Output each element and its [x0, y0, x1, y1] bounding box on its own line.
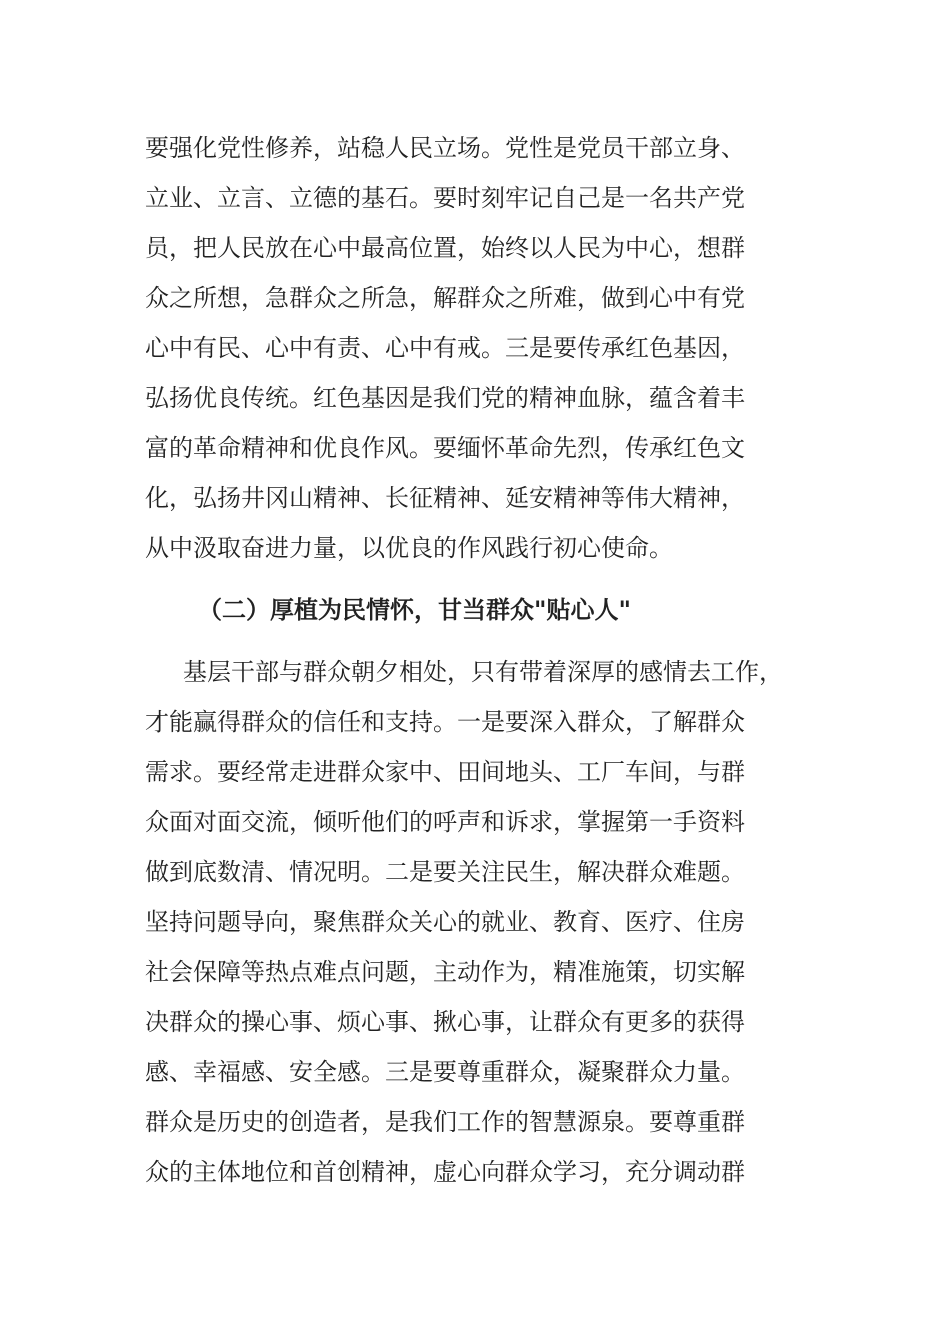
paragraph-line: 群众是历史的创造者，是我们工作的智慧源泉。要尊重群: [145, 1108, 745, 1136]
paragraph-line: 立业、立言、立德的基石。要时刻牢记自己是一名共产党: [145, 184, 745, 212]
paragraph-line: 决群众的操心事、烦心事、揪心事，让群众有更多的获得: [145, 1008, 745, 1036]
paragraph-line: 做到底数清、情况明。二是要关注民生，解决群众难题。: [145, 858, 745, 886]
paragraph-line: 弘扬优良传统。红色基因是我们党的精神血脉，蕴含着丰: [145, 384, 745, 412]
section-heading: （二）厚植为民情怀，甘当群众"贴心人": [198, 596, 632, 624]
paragraph-line: 众的主体地位和首创精神，虚心向群众学习，充分调动群: [145, 1158, 745, 1186]
paragraph-line: 众之所想，急群众之所急，解群众之所难，做到心中有党: [145, 284, 745, 312]
paragraph-line: 众面对面交流，倾听他们的呼声和诉求，掌握第一手资料: [145, 808, 745, 836]
paragraph-line: 心中有民、心中有责、心中有戒。三是要传承红色基因，: [145, 334, 745, 362]
paragraph-line: 富的革命精神和优良作风。要缅怀革命先烈，传承红色文: [145, 434, 745, 462]
paragraph-line: 坚持问题导向，聚焦群众关心的就业、教育、医疗、住房: [145, 908, 745, 936]
paragraph-line: 员，把人民放在心中最高位置，始终以人民为中心，想群: [145, 234, 745, 262]
paragraph-line: 社会保障等热点难点问题，主动作为，精准施策，切实解: [145, 958, 745, 986]
paragraph-line: 基层干部与群众朝夕相处，只有带着深厚的感情去工作，: [183, 658, 783, 686]
paragraph-line: 化，弘扬井冈山精神、长征精神、延安精神等伟大精神，: [145, 484, 745, 512]
paragraph-line: 要强化党性修养，站稳人民立场。党性是党员干部立身、: [145, 134, 745, 162]
paragraph-line: 从中汲取奋进力量，以优良的作风践行初心使命。: [145, 534, 673, 562]
paragraph-line: 感、幸福感、安全感。三是要尊重群众，凝聚群众力量。: [145, 1058, 745, 1086]
paragraph-line: 才能赢得群众的信任和支持。一是要深入群众，了解群众: [145, 708, 745, 736]
paragraph-line: 需求。要经常走进群众家中、田间地头、工厂车间，与群: [145, 758, 745, 786]
